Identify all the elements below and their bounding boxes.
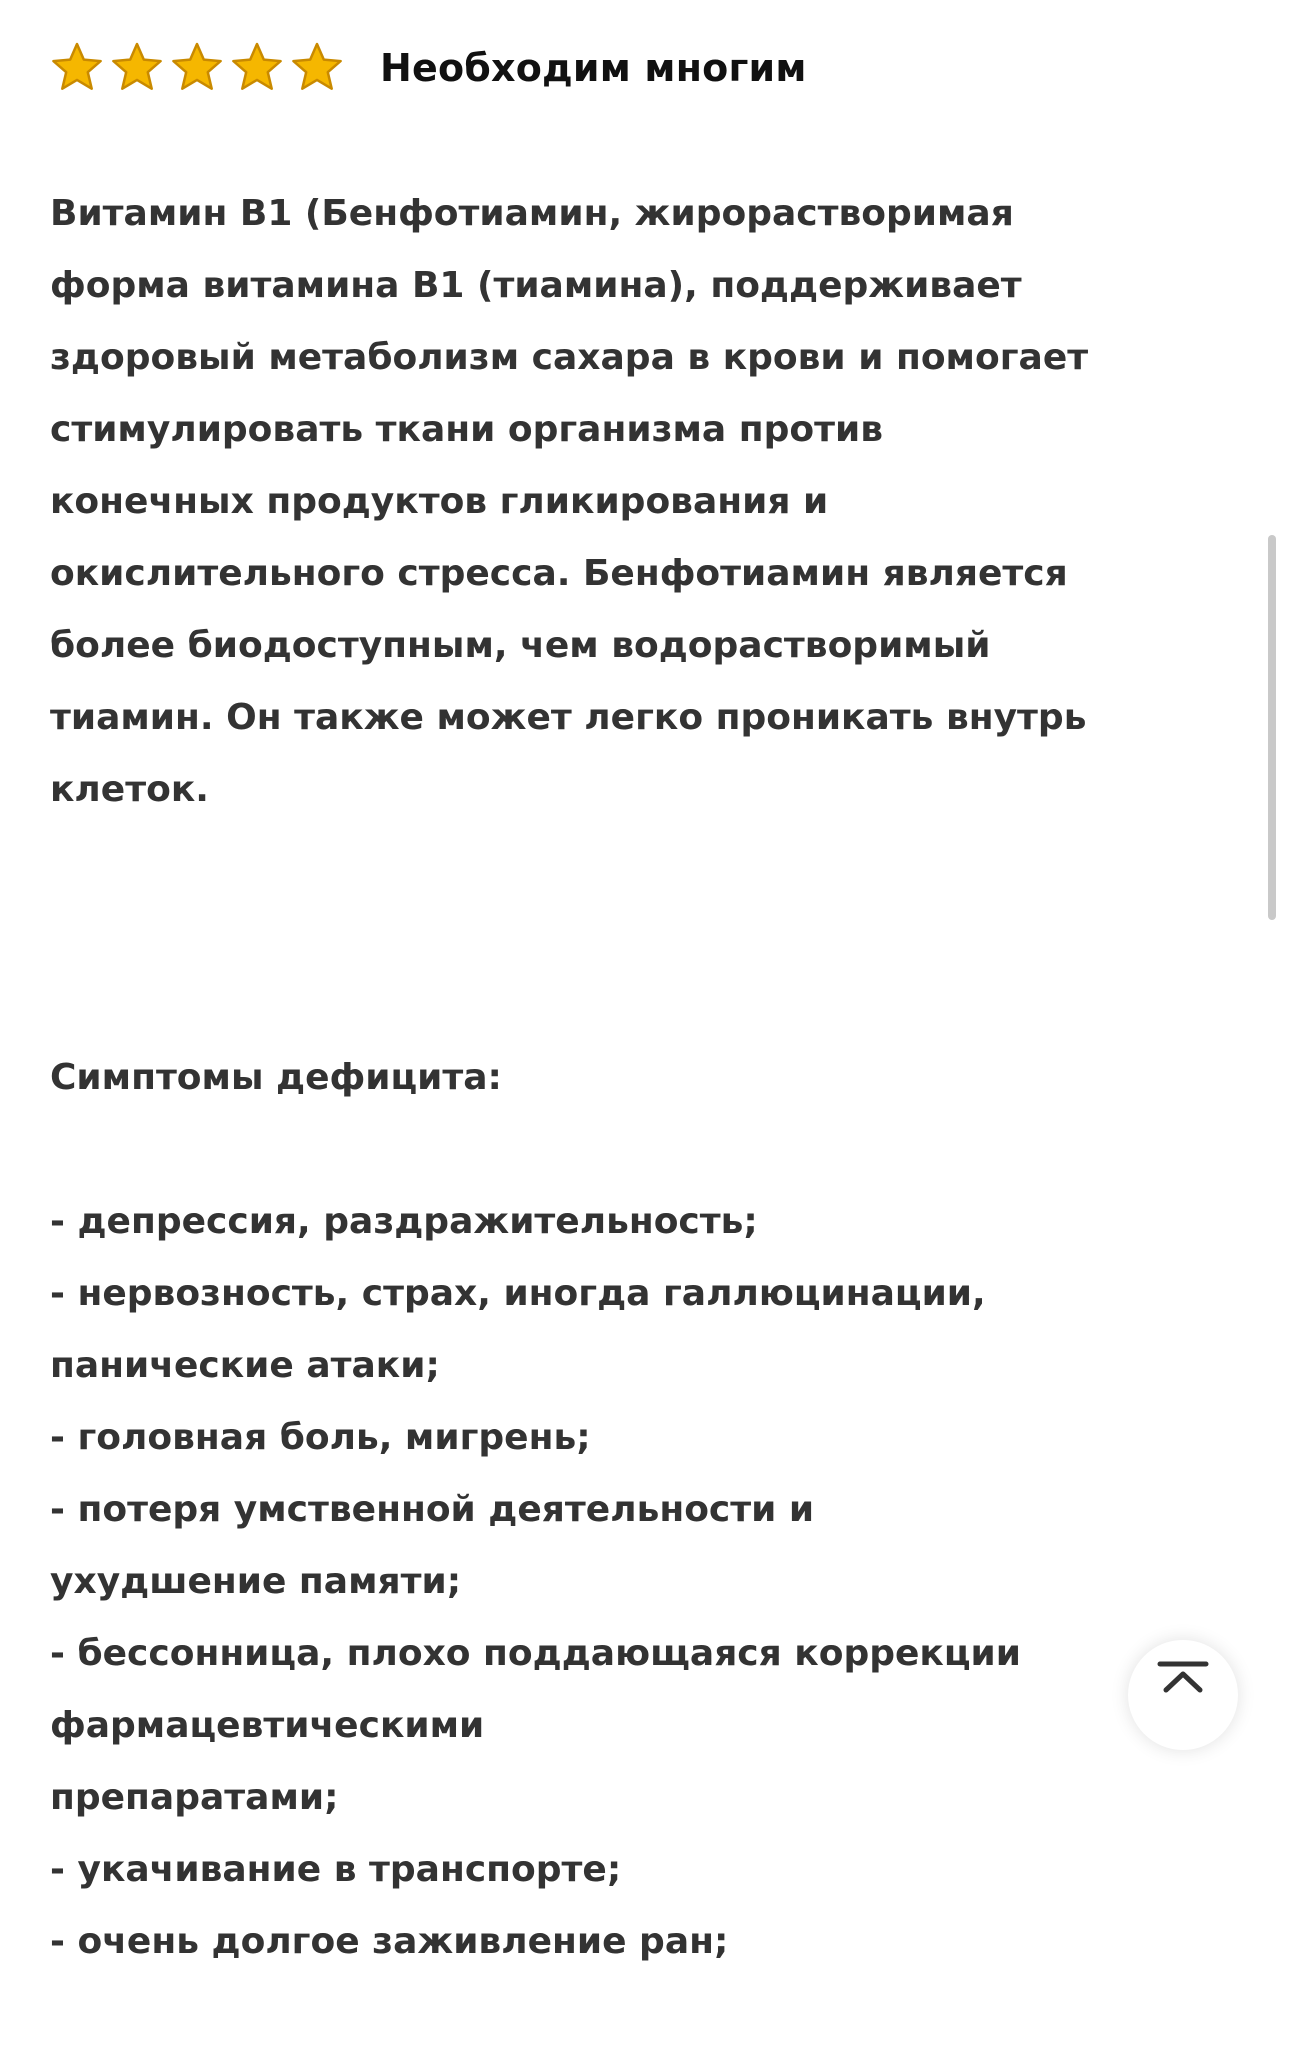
- paragraph-gap: [50, 898, 1200, 970]
- star-icon: [290, 41, 344, 95]
- symptom-line: ухудшение памяти;: [50, 1561, 462, 1602]
- symptom-line: - головная боль, мигрень;: [50, 1417, 591, 1458]
- star-rating: [50, 41, 344, 95]
- review-text-line: Витамин В1 (Бенфотиамин, жирорастворимая: [50, 193, 1014, 234]
- star-icon: [50, 41, 104, 95]
- review-title: Необходим многим: [380, 46, 807, 90]
- review-intro: [50, 178, 1200, 826]
- symptom-line: - потеря умственной деятельности и: [50, 1489, 815, 1530]
- review-body: [50, 106, 1200, 2050]
- review-text-line: окислительного стресса. Бенфотиамин является: [50, 553, 1068, 594]
- review-text-line: более биодоступным, чем водорастворимый: [50, 625, 991, 666]
- symptoms-list: [50, 1186, 1200, 1978]
- review-text-line: тиамин. Он также может легко проникать внутрь: [50, 697, 1087, 738]
- symptom-line: - депрессия, раздражительность;: [50, 1201, 758, 1242]
- review-text-line: клеток.: [50, 769, 209, 810]
- symptom-line: - укачивание в транспорте;: [50, 1849, 622, 1890]
- review-text-line: здоровый метаболизм сахара в крови и помогает: [50, 337, 1089, 378]
- rating-row: [50, 38, 1200, 98]
- scrollbar[interactable]: [1268, 535, 1276, 920]
- symptom-line: панические атаки;: [50, 1345, 440, 1386]
- review-text-line: стимулировать ткани организма против: [50, 409, 883, 450]
- symptom-line: - бессонница, плохо поддающаяся коррекции: [50, 1633, 1021, 1674]
- symptoms-heading: Симптомы дефицита:: [50, 1057, 502, 1098]
- symptom-line: - нервозность, страх, иногда галлюцинации,: [50, 1273, 986, 1314]
- star-icon: [110, 41, 164, 95]
- star-icon: [230, 41, 284, 95]
- symptom-line: - очень долгое заживление ран;: [50, 1921, 729, 1962]
- review-text-line: форма витамина В1 (тиамина), поддерживает: [50, 265, 1022, 306]
- symptom-line: фармацевтическими: [50, 1705, 485, 1746]
- scroll-to-top-button[interactable]: [1128, 1640, 1238, 1750]
- symptom-line: препаратами;: [50, 1777, 339, 1818]
- star-icon: [170, 41, 224, 95]
- arrow-up-to-line-icon: [1156, 1660, 1210, 1700]
- review-text-line: конечных продуктов гликирования и: [50, 481, 829, 522]
- review-card: [50, 38, 1200, 2050]
